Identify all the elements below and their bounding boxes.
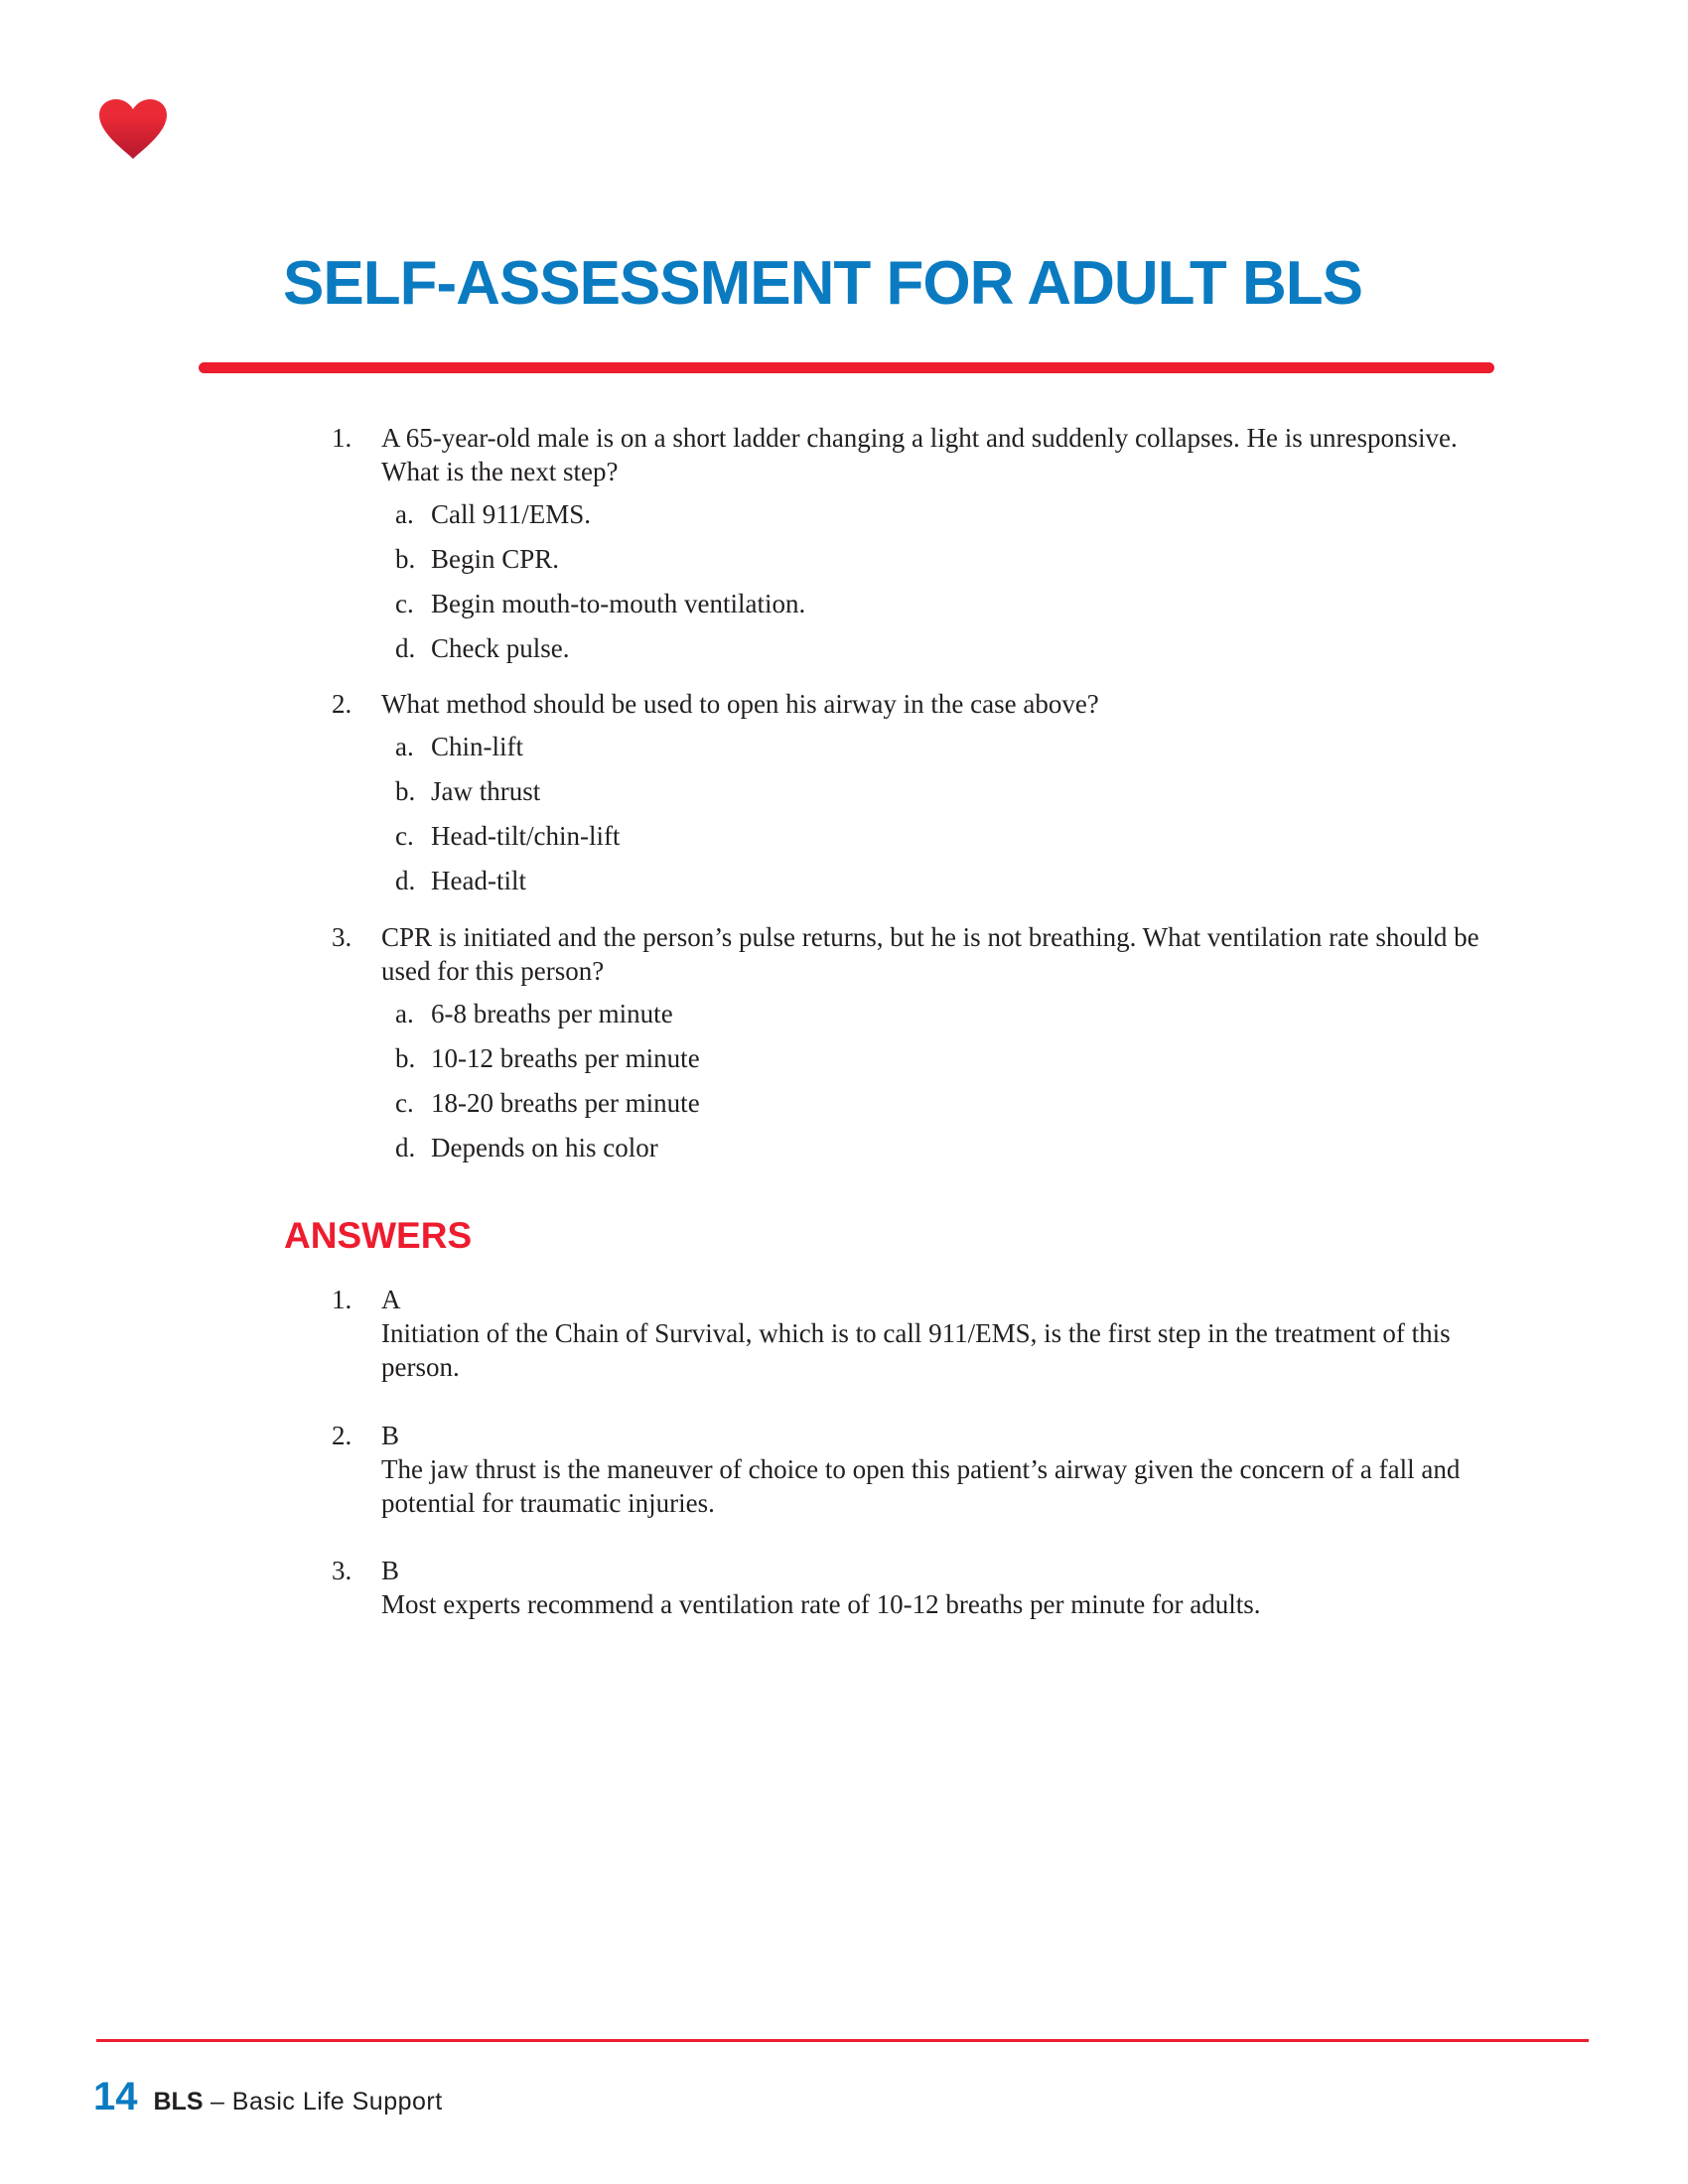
page-title: SELF-ASSESSMENT FOR ADULT BLS (283, 249, 1362, 318)
option-text: Depends on his color (431, 1133, 658, 1162)
option (395, 730, 1493, 774)
answer-letter: A (381, 1285, 401, 1314)
question-text: A 65-year-old male is on a short ladder changing a light and suddenly collapses. He is unresponsive. What is the next step? (381, 423, 1458, 486)
option (395, 542, 1493, 587)
option-text: Begin CPR. (431, 544, 560, 574)
heart-icon (97, 97, 169, 161)
question-2 (332, 687, 1493, 908)
answer-explanation: The jaw thrust is the maneuver of choice to open this patient’s airway given the concern of a fall and potential for traumatic injuries. (381, 1454, 1461, 1518)
answer-letter: B (381, 1421, 400, 1450)
answer-number: 2. (332, 1421, 352, 1450)
question-text: CPR is initiated and the person’s pulse returns, but he is not breathing. What ventilation rate should be used for this person? (381, 922, 1479, 986)
option (395, 587, 1493, 631)
option (395, 774, 1493, 819)
answer-number: 3. (332, 1556, 352, 1585)
option-letter: b. (395, 1043, 416, 1073)
option-letter: d. (395, 633, 416, 663)
footer (93, 2075, 443, 2119)
option-text: Chin-lift (431, 732, 523, 761)
page-number: 14 (93, 2075, 138, 2118)
option-text: 18-20 breaths per minute (431, 1088, 700, 1118)
option-letter: a. (395, 499, 414, 529)
question-number: 3. (332, 922, 352, 952)
option-letter: c. (395, 821, 414, 851)
option (395, 631, 1493, 676)
option-letter: b. (395, 544, 416, 574)
question-number: 2. (332, 689, 352, 719)
question-3 (332, 920, 1493, 1175)
option-letter: c. (395, 1088, 414, 1118)
option-letter: d. (395, 1133, 416, 1162)
question-1 (332, 421, 1493, 676)
option-letter: a. (395, 732, 414, 761)
option (395, 1131, 1493, 1175)
answer-3 (332, 1554, 1493, 1621)
option-letter: a. (395, 999, 414, 1028)
answer-explanation: Most experts recommend a ventilation rate of 10-12 breaths per minute for adults. (381, 1589, 1261, 1619)
answer-1 (332, 1283, 1493, 1384)
option-letter: d. (395, 866, 416, 895)
option (395, 864, 1493, 908)
book-abbrev: BLS (153, 2088, 204, 2116)
option (395, 997, 1493, 1041)
option (395, 1086, 1493, 1131)
option-text: Head-tilt/chin-lift (431, 821, 621, 851)
footer-divider (96, 2039, 1589, 2042)
option-text: Begin mouth-to-mouth ventilation. (431, 589, 806, 618)
option-text: Call 911/EMS. (431, 499, 592, 529)
answer-2 (332, 1419, 1493, 1520)
question-text: What method should be used to open his airway in the case above? (381, 689, 1099, 719)
option-letter: c. (395, 589, 414, 618)
option (395, 819, 1493, 864)
option-text: Jaw thrust (431, 776, 541, 806)
answer-number: 1. (332, 1285, 352, 1314)
option-letter: b. (395, 776, 416, 806)
option-text: Check pulse. (431, 633, 570, 663)
answers-heading: ANSWERS (284, 1215, 473, 1256)
option (395, 1041, 1493, 1086)
option (395, 497, 1493, 542)
title-divider (199, 362, 1494, 373)
option-text: 6-8 breaths per minute (431, 999, 673, 1028)
answer-letter: B (381, 1556, 400, 1585)
option-text: Head-tilt (431, 866, 526, 895)
answer-explanation: Initiation of the Chain of Survival, which is to call 911/EMS, is the first step in the treatment of this person. (381, 1318, 1451, 1382)
book-title: – Basic Life Support (203, 2088, 443, 2116)
question-number: 1. (332, 423, 352, 453)
option-text: 10-12 breaths per minute (431, 1043, 700, 1073)
